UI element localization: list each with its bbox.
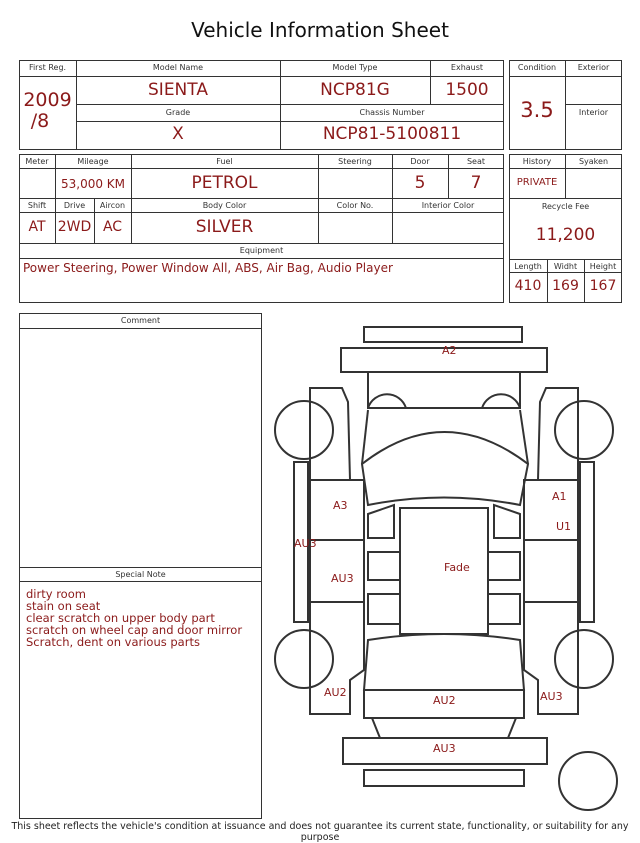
car-windshield (362, 432, 528, 505)
shift-value: AT (28, 219, 46, 235)
damage-mark-left-front: A3 (333, 499, 348, 512)
meter-label: Meter (25, 157, 49, 166)
width-label: Widht (553, 262, 578, 271)
car-left-front-fender (310, 388, 350, 480)
wheel-front-left (275, 401, 333, 459)
damage-mark-center: Fade (444, 561, 470, 574)
seat-value: 7 (470, 173, 482, 193)
disclaimer-footer: This sheet reflects the vehicle's condition at issuance and does not guarantee its current state, functionality, or suitability for any purpose (11, 821, 629, 843)
car-rear-window (364, 634, 524, 690)
history-value: PRIVATE (516, 177, 558, 188)
damage-mark-left-door: AU3 (331, 572, 354, 585)
car-left-mirror-area (368, 552, 400, 580)
car-roof-panel (364, 327, 522, 342)
width-value: 169 (552, 278, 579, 294)
body-color-value: SILVER (195, 217, 254, 237)
body-color-label: Body Color (202, 201, 247, 210)
model-name-label: Model Name (152, 63, 204, 72)
car-left-rear-door (310, 540, 364, 602)
door-label: Door (410, 157, 430, 166)
grade-label: Grade (165, 108, 191, 117)
seat-label: Seat (466, 157, 486, 166)
car-right-rear-door (524, 540, 578, 602)
special-note-label: Special Note (115, 570, 166, 579)
first-reg-year: 2009 (23, 89, 72, 111)
special-note-item: clear scratch on upper body part (26, 611, 215, 625)
history-label: History (522, 157, 552, 166)
damage-mark-left-rear: AU2 (324, 686, 347, 699)
height-label: Height (589, 262, 617, 271)
special-note-item: Scratch, dent on various parts (26, 635, 200, 649)
shift-label: Shift (27, 201, 47, 210)
drive-label: Drive (63, 201, 86, 210)
chassis-number-value: NCP81-5100811 (322, 124, 462, 144)
length-label: Length (514, 262, 542, 271)
damage-mark-roof-rear: A2 (442, 344, 457, 357)
fuel-label: Fuel (216, 157, 233, 166)
syaken-label: Syaken (578, 157, 609, 166)
car-left-rear-panel (368, 594, 400, 624)
exterior-label: Exterior (577, 63, 610, 72)
chassis-number-label: Chassis Number (359, 108, 425, 117)
model-type-label: Model Type (332, 63, 378, 72)
mileage-value: 53,000 KM (60, 177, 126, 191)
special-note-item: dirty room (26, 587, 86, 601)
wheel-rear-left (275, 630, 333, 688)
grade-value: X (172, 124, 184, 144)
spare-wheel (559, 752, 617, 810)
mileage-label: Mileage (77, 157, 109, 166)
damage-mark-right-rear: AU3 (540, 690, 563, 703)
wheel-rear-right (555, 630, 613, 688)
wheel-front-right (555, 401, 613, 459)
fuel-value: PETROL (191, 173, 258, 193)
equipment-label: Equipment (239, 246, 284, 255)
model-name-value: SIENTA (148, 80, 208, 100)
length-value: 410 (514, 278, 542, 294)
special-note-item: stain on seat (26, 599, 101, 613)
aircon-value: AC (102, 219, 123, 235)
comment-label: Comment (120, 316, 161, 325)
damage-mark-right-front: A1 (552, 490, 567, 503)
interior-color-label: Interior Color (421, 201, 475, 210)
color-no-label: Color No. (336, 201, 374, 210)
exhaust-label: Exhaust (450, 63, 484, 72)
aircon-label: Aircon (99, 201, 126, 210)
drive-value: 2WD (57, 219, 92, 235)
special-note-item: scratch on wheel cap and door mirror (26, 623, 243, 637)
exhaust-value: 1500 (445, 80, 489, 100)
steering-label: Steering (338, 157, 372, 166)
recycle-fee-label: Recycle Fee (541, 202, 590, 211)
damage-mark-rear-bumper: AU3 (433, 742, 456, 755)
damage-mark-right-door: U1 (556, 520, 572, 533)
damage-mark-left-sill: AU3 (294, 537, 317, 550)
condition-value: 3.5 (520, 98, 554, 122)
door-value: 5 (414, 173, 426, 193)
model-type-value: NCP81G (320, 80, 390, 100)
height-value: 167 (589, 278, 617, 294)
first-reg-label: First Reg. (28, 63, 67, 72)
first-reg-month: /8 (30, 110, 50, 132)
condition-label: Condition (517, 63, 557, 72)
page-title: Vehicle Information Sheet (191, 18, 449, 42)
damage-mark-rear-hatch: AU2 (433, 694, 456, 707)
recycle-fee-value: 11,200 (535, 225, 596, 245)
equipment-value: Power Steering, Power Window All, ABS, Air Bag, Audio Player (23, 261, 393, 275)
car-rear-lower-panel (364, 770, 524, 786)
interior-label: Interior (578, 108, 609, 117)
car-right-front-fender (538, 388, 578, 480)
car-front-body (368, 373, 520, 408)
car-right-sill (580, 462, 594, 622)
